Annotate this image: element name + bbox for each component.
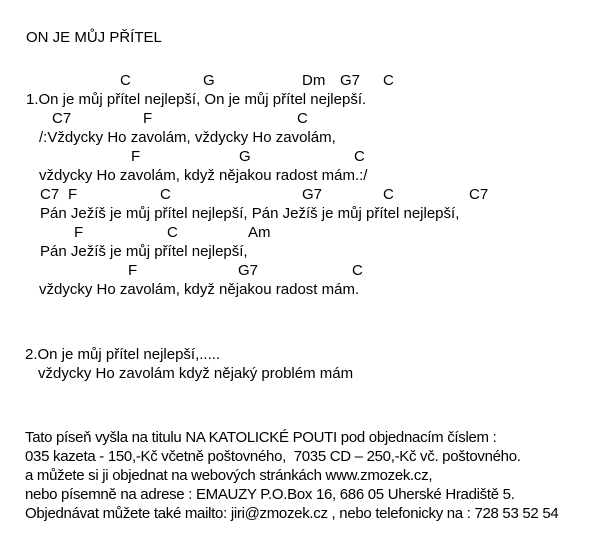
footer-line — [0, 467, 609, 485]
chord-symbol: C — [160, 186, 171, 203]
chord-line — [0, 262, 609, 279]
footer-line — [0, 429, 609, 447]
lyric-line — [0, 205, 609, 222]
lyric-text: vždycky Ho zavolám, když nějakou radost mám. — [39, 281, 360, 298]
chord-symbol: C — [297, 110, 308, 127]
lyric-line — [0, 281, 609, 298]
footer-line — [0, 486, 609, 504]
chord-symbol: F — [74, 224, 84, 241]
chord-line — [0, 186, 609, 203]
chord-line — [0, 224, 609, 241]
footer-line — [0, 448, 609, 466]
chord-symbol: C7 — [40, 186, 60, 203]
footer-line — [0, 505, 609, 523]
chord-symbol: F — [128, 262, 138, 279]
footer-text: Objednávat můžete také mailto: jiri@zmozek.cz , nebo telefonicky na : 728 53 52 54 — [25, 505, 559, 522]
chord-symbol: C7 — [469, 186, 489, 203]
lyric-text: Pán Ježíš je můj přítel nejlepší, — [40, 243, 248, 260]
chord-symbol: C — [354, 148, 365, 165]
footer-text: nebo písemně na adrese : EMAUZY P.O.Box 16, 686 05 Uherské Hradiště 5. — [25, 486, 515, 503]
chord-symbol: C — [120, 72, 131, 89]
lyric-line — [0, 365, 609, 382]
chord-symbol: G — [239, 148, 251, 165]
lyric-text: 2.On je můj přítel nejlepší,..... — [25, 346, 221, 363]
lyric-text: 1.On je můj přítel nejlepší, On je můj přítel nejlepší. — [26, 91, 367, 108]
song-title: ON JE MŮJ PŘÍTEL — [26, 29, 162, 46]
chord-symbol: G7 — [302, 186, 323, 203]
chord-symbol: F — [68, 186, 78, 203]
chord-symbol: C — [383, 72, 394, 89]
lyric-text: vždycky Ho zavolám když nějaký problém mám — [38, 365, 354, 382]
chord-symbol: C — [352, 262, 363, 279]
lyric-line — [0, 91, 609, 108]
chord-line — [0, 110, 609, 127]
lyric-line — [0, 167, 609, 184]
footer-text: 035 kazeta - 150,-Kč včetně poštovného, 7035 CD – 250,-Kč vč. poštovného. — [25, 448, 521, 465]
lyric-line — [0, 346, 609, 363]
chord-symbol: C7 — [52, 110, 72, 127]
chord-symbol: G7 — [238, 262, 259, 279]
lyric-line — [0, 243, 609, 260]
chord-symbol: C — [167, 224, 178, 241]
lyric-text: vždycky Ho zavolám, když nějakou radost mám.:/ — [39, 167, 368, 184]
chord-symbol: Am — [248, 224, 271, 241]
chord-symbol: G7 — [340, 72, 361, 89]
chord-symbol: C — [383, 186, 394, 203]
chord-symbol: Dm — [302, 72, 326, 89]
footer-text: a můžete si ji objednat na webových stránkách www.zmozek.cz, — [25, 467, 433, 484]
lyric-text: Pán Ježíš je můj přítel nejlepší, Pán Ježíš je můj přítel nejlepší, — [40, 205, 460, 222]
chord-line — [0, 72, 609, 89]
footer-text: Tato píseň vyšla na titulu NA KATOLICKÉ POUTI pod objednacím číslem : — [25, 429, 497, 446]
chord-symbol: F — [131, 148, 141, 165]
chord-symbol: F — [143, 110, 153, 127]
lyric-line — [0, 129, 609, 146]
chord-symbol: G — [203, 72, 215, 89]
chord-line — [0, 148, 609, 165]
lyric-text: /:Vždycky Ho zavolám, vždycky Ho zavolám, — [39, 129, 336, 146]
